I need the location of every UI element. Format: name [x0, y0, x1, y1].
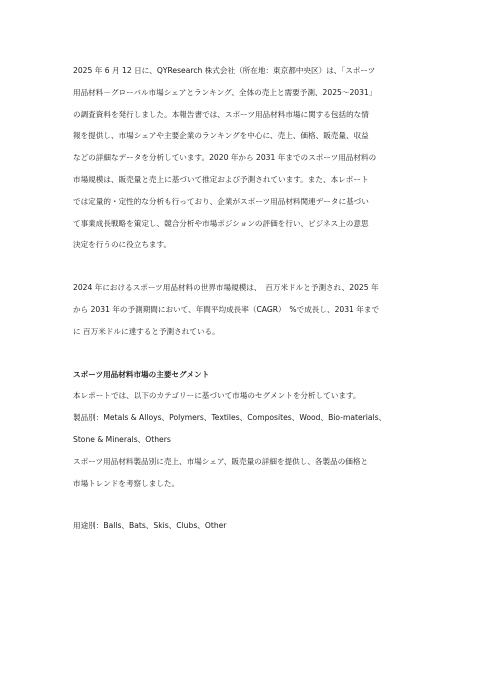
paragraph-spacer: [73, 256, 413, 277]
paragraph-line: 製品別：Metals & Alloys、Polymers、Textiles、Composites、Wood、Bio-materials、: [73, 413, 387, 423]
paragraph-line: などの詳細なデータを分析しています。2020 年から 2031 年までのスポーツ用品材料の: [73, 153, 377, 163]
paragraph-line: 本レポートでは、以下のカテゴリーに基づいて市場のセグメントを分析しています。: [73, 391, 361, 401]
segment-section: [73, 364, 413, 495]
document-body: [73, 60, 413, 537]
paragraph-spacer: [73, 494, 413, 515]
paragraph-line: 2024 年におけるスポーツ用品材料の世界市場規模は、 百万米ドルと予測され、2025 年: [73, 283, 379, 293]
paragraph-line: Stone & Minerals、Others: [73, 434, 171, 444]
market-size-paragraph: [73, 277, 413, 342]
paragraph-line: て事業成長戦略を策定し、競合分析や市場ポジションの評価を行い、ビジネス上の意思: [73, 218, 369, 228]
intro-paragraph: [73, 60, 413, 256]
paragraph-spacer: [73, 343, 413, 364]
paragraph-line: の調査資料を発行しました。本報告書では、スポーツ用品材料市場に関する包括的な情: [73, 109, 369, 119]
paragraph-line: スポーツ用品材料製品別に売上、市場シェア、販売量の詳細を提供し、各製品の価格と: [73, 456, 369, 466]
paragraph-line: 市場トレンドを考察しました。: [73, 478, 180, 488]
paragraph-line: 報を提供し、市場シェアや主要企業のランキングを中心に、売上、価格、販売量、収益: [73, 131, 369, 141]
paragraph-line: では定量的・定性的な分析も行っており、企業がスポーツ用品材料関連データに基づい: [73, 196, 369, 206]
paragraph-line: 決定を行うのに役立ちます。: [73, 240, 172, 250]
section-heading: スポーツ用品材料市場の主要セグメント: [73, 369, 210, 379]
paragraph-line: 市場規模は、販売量と売上に基づいて推定および予測されています。また、本レポート: [73, 174, 369, 184]
application-line: 用途別：Balls、Bats、Skis、Clubs、Other: [73, 521, 227, 531]
paragraph-line: に 百万米ドルに達すると予測されている。: [73, 326, 220, 336]
paragraph-line: 用品材料－グローバル市場シェアとランキング、全体の売上と需要予測、2025～2031」: [73, 87, 377, 97]
paragraph-line: から 2031 年の予測期間において、年間平均成長率（CAGR） %で成長し、2031 年まで: [73, 304, 380, 314]
paragraph-line: 2025 年 6 月 12 日に、QYResearch 株式会社（所在地：東京都中央区）は、「スポーツ: [73, 66, 376, 75]
